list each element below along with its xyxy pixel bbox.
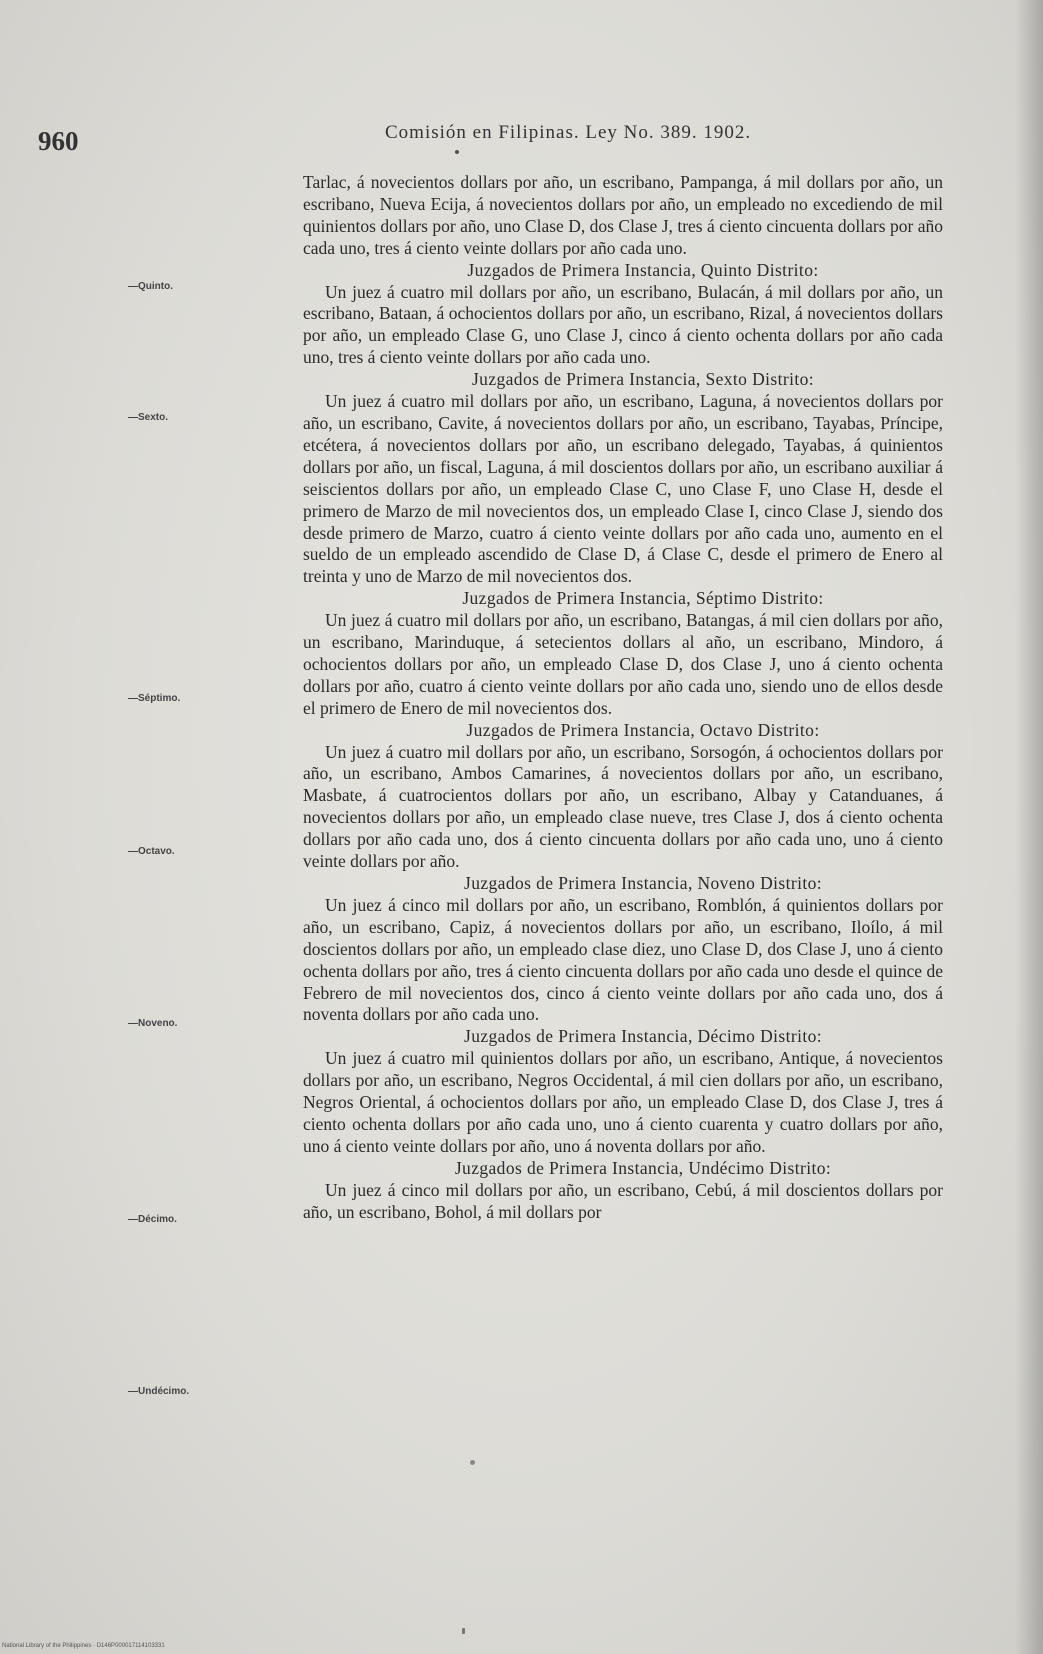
section-heading-undecimo: Juzgados de Primera Instancia, Undécimo Distrito: — [454, 1157, 832, 1178]
section-text-noveno: Un juez á cinco mil dollars por año, un escribano, Romblón, á quinientos dollars por año, un escribano, Capiz, á novecientos dollars por año, un escribano, Iloílo, á mil doscientos dollars por año, un empleado clase diez, uno Clase D, dos Clase J, uno á ciento ochenta dollars por año, tres á ciento cincuenta dollars por año cada uno desde el quince de Febrero de mil novecientos dos, cinco á ciento veinte dollars por año cada uno, dos á noventa dollars por año cada uno. — [303, 894, 943, 1025]
section-heading-octavo: Juzgados de Primera Instancia, Octavo Distrito: — [466, 719, 820, 740]
ink-speck — [462, 1628, 465, 1634]
page-number: 960 — [38, 126, 79, 156]
section-text-decimo: Un juez á cuatro mil quinientos dollars por año, un escribano, Antique, á novecientos dollars por año, un escribano, Negros Occidental, á mil cien dollars por año, un escribano, Negros Oriental, á ochocientos dollars por año, un empleado Clase D, dos Clase J, tres á ciento ochenta dollars por año cada uno, uno á ciento cuarenta y cuatro dollars por año, uno á ciento veinte dollars por año, uno á noventa dollars por año. — [303, 1048, 943, 1156]
margin-note-sexto: —Sexto. — [128, 412, 169, 423]
margin-note-noveno: —Noveno. — [128, 1018, 178, 1029]
footer-credit: National Library of the Philippines · D146P000017114103331 — [2, 1643, 165, 1649]
margin-note-octavo: —Octavo. — [128, 846, 175, 857]
body-text-column — [303, 172, 943, 1224]
ink-speck — [455, 150, 459, 154]
section-text-sexto: Un juez á cuatro mil dollars por año, un escribano, Laguna, á novecientos dollars por año, un escribano, Cavite, á novecientos dollars por año, un escribano, Tayabas, Príncipe, etcétera, á novecientos dollars por año, un escribano delegado, Tayabas, á quinientos dollars por año, un fiscal, Laguna, á mil doscientos dollars por año, un escribano auxiliar á seiscientos dollars por año, un empleado Clase C, uno Clase F, uno Clase H, desde el primero de Marzo de mil novecientos dos, un empleado Clase I, cinco Clase J, siendo dos desde primero de Marzo, cuatro á ciento veinte dollars por año cada uno, aumento en el sueldo de un empleado ascendido de Clase D, á Clase C, desde el primero de Enero al treinta y uno de Marzo de mil novecientos dos. — [303, 391, 943, 587]
section-heading-quinto: Juzgados de Primera Instancia, Quinto Distrito: — [467, 259, 819, 280]
section-text-octavo: Un juez á cuatro mil dollars por año, un escribano, Sorsogón, á ochocientos dollars por año, un escribano, Ambos Camarines, á novecientos dollars por año, un escribano, Masbate, á cuatrocientos dollars por año, un escribano, Albay y Catanduanes, á novecientos dollars por año, un empleado clase nueve, tres Clase J, dos á ciento ochenta dollars por año cada uno, dos á ciento cincuenta dollars por año cada uno, uno á ciento veinte dollars por año. — [303, 741, 943, 872]
running-head: Comisión en Filipinas. Ley No. 389. 1902. — [385, 122, 752, 143]
margin-note-quinto: —Quinto. — [128, 281, 173, 292]
margin-note-septimo: —Séptimo. — [128, 693, 181, 704]
section-text-quinto: Un juez á cuatro mil dollars por año, un escribano, Bulacán, á mil dollars por año, un escribano, Bataan, á ochocientos dollars por año, un escribano, Rizal, á novecientos dollars por año, un empleado Clase G, uno Clase J, cinco á ciento ochenta dollars por año cada uno, tres á ciento veinte dollars por año cada uno. — [303, 281, 943, 368]
section-heading-decimo: Juzgados de Primera Instancia, Décimo Distrito: — [463, 1026, 823, 1047]
margin-note-undecimo: —Undécimo. — [128, 1386, 190, 1397]
margin-note-decimo: —Décimo. — [128, 1214, 177, 1225]
section-heading-noveno: Juzgados de Primera Instancia, Noveno Distrito: — [463, 873, 823, 893]
section-text-undecimo: Un juez á cinco mil dollars por año, un escribano, Cebú, á mil doscientos dollars por año, un escribano, Bohol, á mil dollars por — [303, 1179, 943, 1222]
page-edge-shadow — [1015, 0, 1043, 1654]
ink-speck — [470, 1460, 475, 1465]
section-heading-sexto: Juzgados de Primera Instancia, Sexto Distrito: — [471, 369, 815, 390]
intro-paragraph: Tarlac, á novecientos dollars por año, un escribano, Pampanga, á mil dollars por año, un escribano, Nueva Ecija, á novecientos dollars por año, un empleado no excediendo de mil quinientos dollars por año, uno Clase D, dos Clase J, tres á ciento cincuenta dollars por año cada uno, tres á ciento veinte dollars por año cada uno. — [303, 172, 943, 258]
section-heading-septimo: Juzgados de Primera Instancia, Séptimo Distrito: — [462, 588, 824, 609]
section-text-septimo: Un juez á cuatro mil dollars por año, un escribano, Batangas, á mil cien dollars por año, un escribano, Marinduque, á setecientos dollars al año, un escribano, Mindoro, á ochocientos dollars por año, un empleado Clase D, dos Clase J, uno á ciento ochenta dollars por año, cuatro á ciento veinte dollars por año cada uno, siendo uno de ellos desde el primero de Enero de mil novecientos dos. — [303, 610, 943, 718]
